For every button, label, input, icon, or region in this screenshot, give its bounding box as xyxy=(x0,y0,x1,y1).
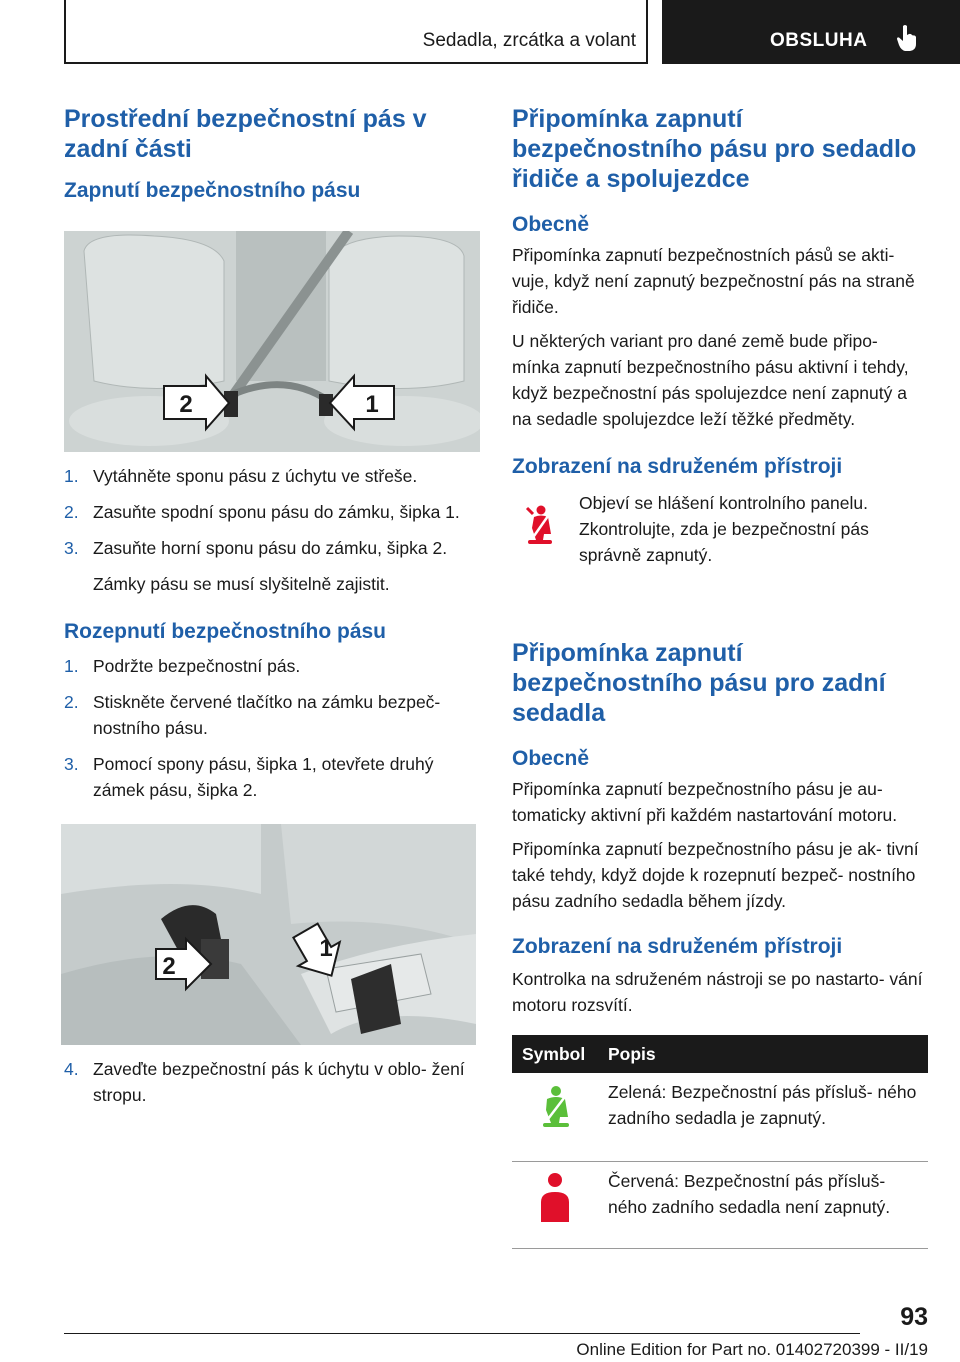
section-title-front-reminder: Připomínka zapnutí bezpečnostního pásu pro sedadlo řidiče a spolujezdce xyxy=(512,105,917,193)
list-item: 4. Zaveďte bezpečnostní pás k úchytu v oblo‐ žení stropu. xyxy=(64,1059,465,1105)
heading-fasten: Zapnutí bezpečnostního pásu xyxy=(64,179,361,202)
table-header-description: Popis xyxy=(598,1035,928,1073)
hand-pointer-icon xyxy=(896,24,918,57)
figure1-arrow-label-2: 2 xyxy=(179,391,193,418)
figure2-arrow-label-1: 1 xyxy=(319,935,333,962)
list-item: 1. Podržte bezpečnostní pás. xyxy=(64,656,301,676)
heading-release: Rozepnutí bezpečnostního pásu xyxy=(64,620,387,643)
fasten-steps-block xyxy=(64,463,480,813)
figure1-arrow-label-1: 1 xyxy=(365,391,379,418)
heading-general-front: Obecně xyxy=(512,213,590,236)
heading-display-front: Zobrazení na sdruženém přístroji xyxy=(512,455,843,478)
front-paragraph-1: Připomínka zapnutí bezpečnostních pásů se akti‐ vuje, když není zapnutý bezpečnostní pás na straně řidiče. xyxy=(512,245,915,317)
footer-edition: Online Edition for Part no. 01402720399 - II/19 xyxy=(576,1340,928,1359)
fasten-steps xyxy=(64,463,480,561)
release-step4-block xyxy=(64,1056,480,1118)
table-cell-description: Červená: Bezpečnostní pás přísluš‐ ného zadního sedadla není zapnutý. xyxy=(598,1162,928,1249)
table-header-symbol: Symbol xyxy=(512,1035,598,1073)
footer-divider xyxy=(64,1333,860,1334)
front-paragraph-2: U některých variant pro dané země bude připo‐ mínka zapnutí bezpečnostního pásu aktivní i tehdy, když bezpečnostní pás spolujezdce není zapnutý a na sedadle spolujezdce leží těžké předměty. xyxy=(512,331,909,429)
heading-general-rear: Obecně xyxy=(512,747,590,770)
table-header-row xyxy=(512,1035,928,1073)
figure2-arrow-label-2: 2 xyxy=(162,953,176,980)
header-tab[interactable] xyxy=(662,0,960,64)
table-row xyxy=(512,1073,928,1162)
list-item: 3. Pomocí spony pásu, šipka 1, otevřete druhý zámek pásu, šipka 2. xyxy=(64,754,434,800)
list-item: 3. Zasuňte horní sponu pásu do zámku, šipka 2. xyxy=(64,538,448,558)
seat-occupied-red-icon xyxy=(538,1206,572,1226)
page-number: 93 xyxy=(900,1303,928,1331)
front-display-row xyxy=(512,490,928,574)
figure-rear-seat-belt xyxy=(64,231,480,452)
rear-paragraph-1: Připomínka zapnutí bezpečnostního pásu je au‐ tomaticky aktivní při každém nastartování motoru. xyxy=(512,779,898,825)
right-column xyxy=(512,104,928,574)
rear-paragraph-2: Připomínka zapnutí bezpečnostního pásu je ak‐ tivní také tehdy, když dojde k rozepnutí bezpeč‐ nostního pásu zadního sedadla během jízdy. xyxy=(512,839,919,911)
symbol-table xyxy=(512,1035,928,1249)
section-title-rear-reminder: Připomínka zapnutí bezpečnostního pásu pro zadní sedadla xyxy=(512,639,886,727)
list-item: 2. Stiskněte červené tlačítko na zámku bezpeč‐ nostního pásu. xyxy=(64,692,441,738)
section-title-middle-belt: Prostřední bezpečnostní pás v zadní části xyxy=(64,105,427,163)
seatbelt-fastened-green-icon xyxy=(538,1113,572,1133)
release-steps xyxy=(64,653,480,803)
heading-display-rear: Zobrazení na sdruženém přístroji xyxy=(512,935,843,958)
front-display-text: Objeví se hlášení kontrolního panelu. Zkontrolujte, zda je bezpečnostní pás správně zapnutý. xyxy=(579,493,869,565)
release-steps-continued xyxy=(64,1056,480,1108)
table-cell-symbol xyxy=(512,1073,598,1162)
seatbelt-warning-red-icon xyxy=(524,504,556,553)
right-column-rear xyxy=(512,638,928,1018)
list-item: 1. Vytáhněte sponu pásu z úchytu ve střeše. xyxy=(64,466,418,486)
left-column xyxy=(64,104,476,204)
table-cell-description: Zelená: Bezpečnostní pás přísluš‐ ného zadního sedadla je zapnutý. xyxy=(598,1073,928,1162)
fasten-note: Zámky pásu se musí slyšitelně zajistit. xyxy=(93,574,390,594)
rear-display-text: Kontrolka na sdruženém nástroji se po nastarto‐ vání motoru rozsvítí. xyxy=(512,969,923,1015)
table-row xyxy=(512,1162,928,1249)
list-item: 2. Zasuňte spodní sponu pásu do zámku, šipka 1. xyxy=(64,502,460,522)
figure-belt-buckle xyxy=(61,824,476,1045)
table-cell-symbol xyxy=(512,1162,598,1249)
header-section-title: Sedadla, zrcátka a volant xyxy=(422,30,636,51)
header-tab-label: OBSLUHA xyxy=(770,30,868,51)
